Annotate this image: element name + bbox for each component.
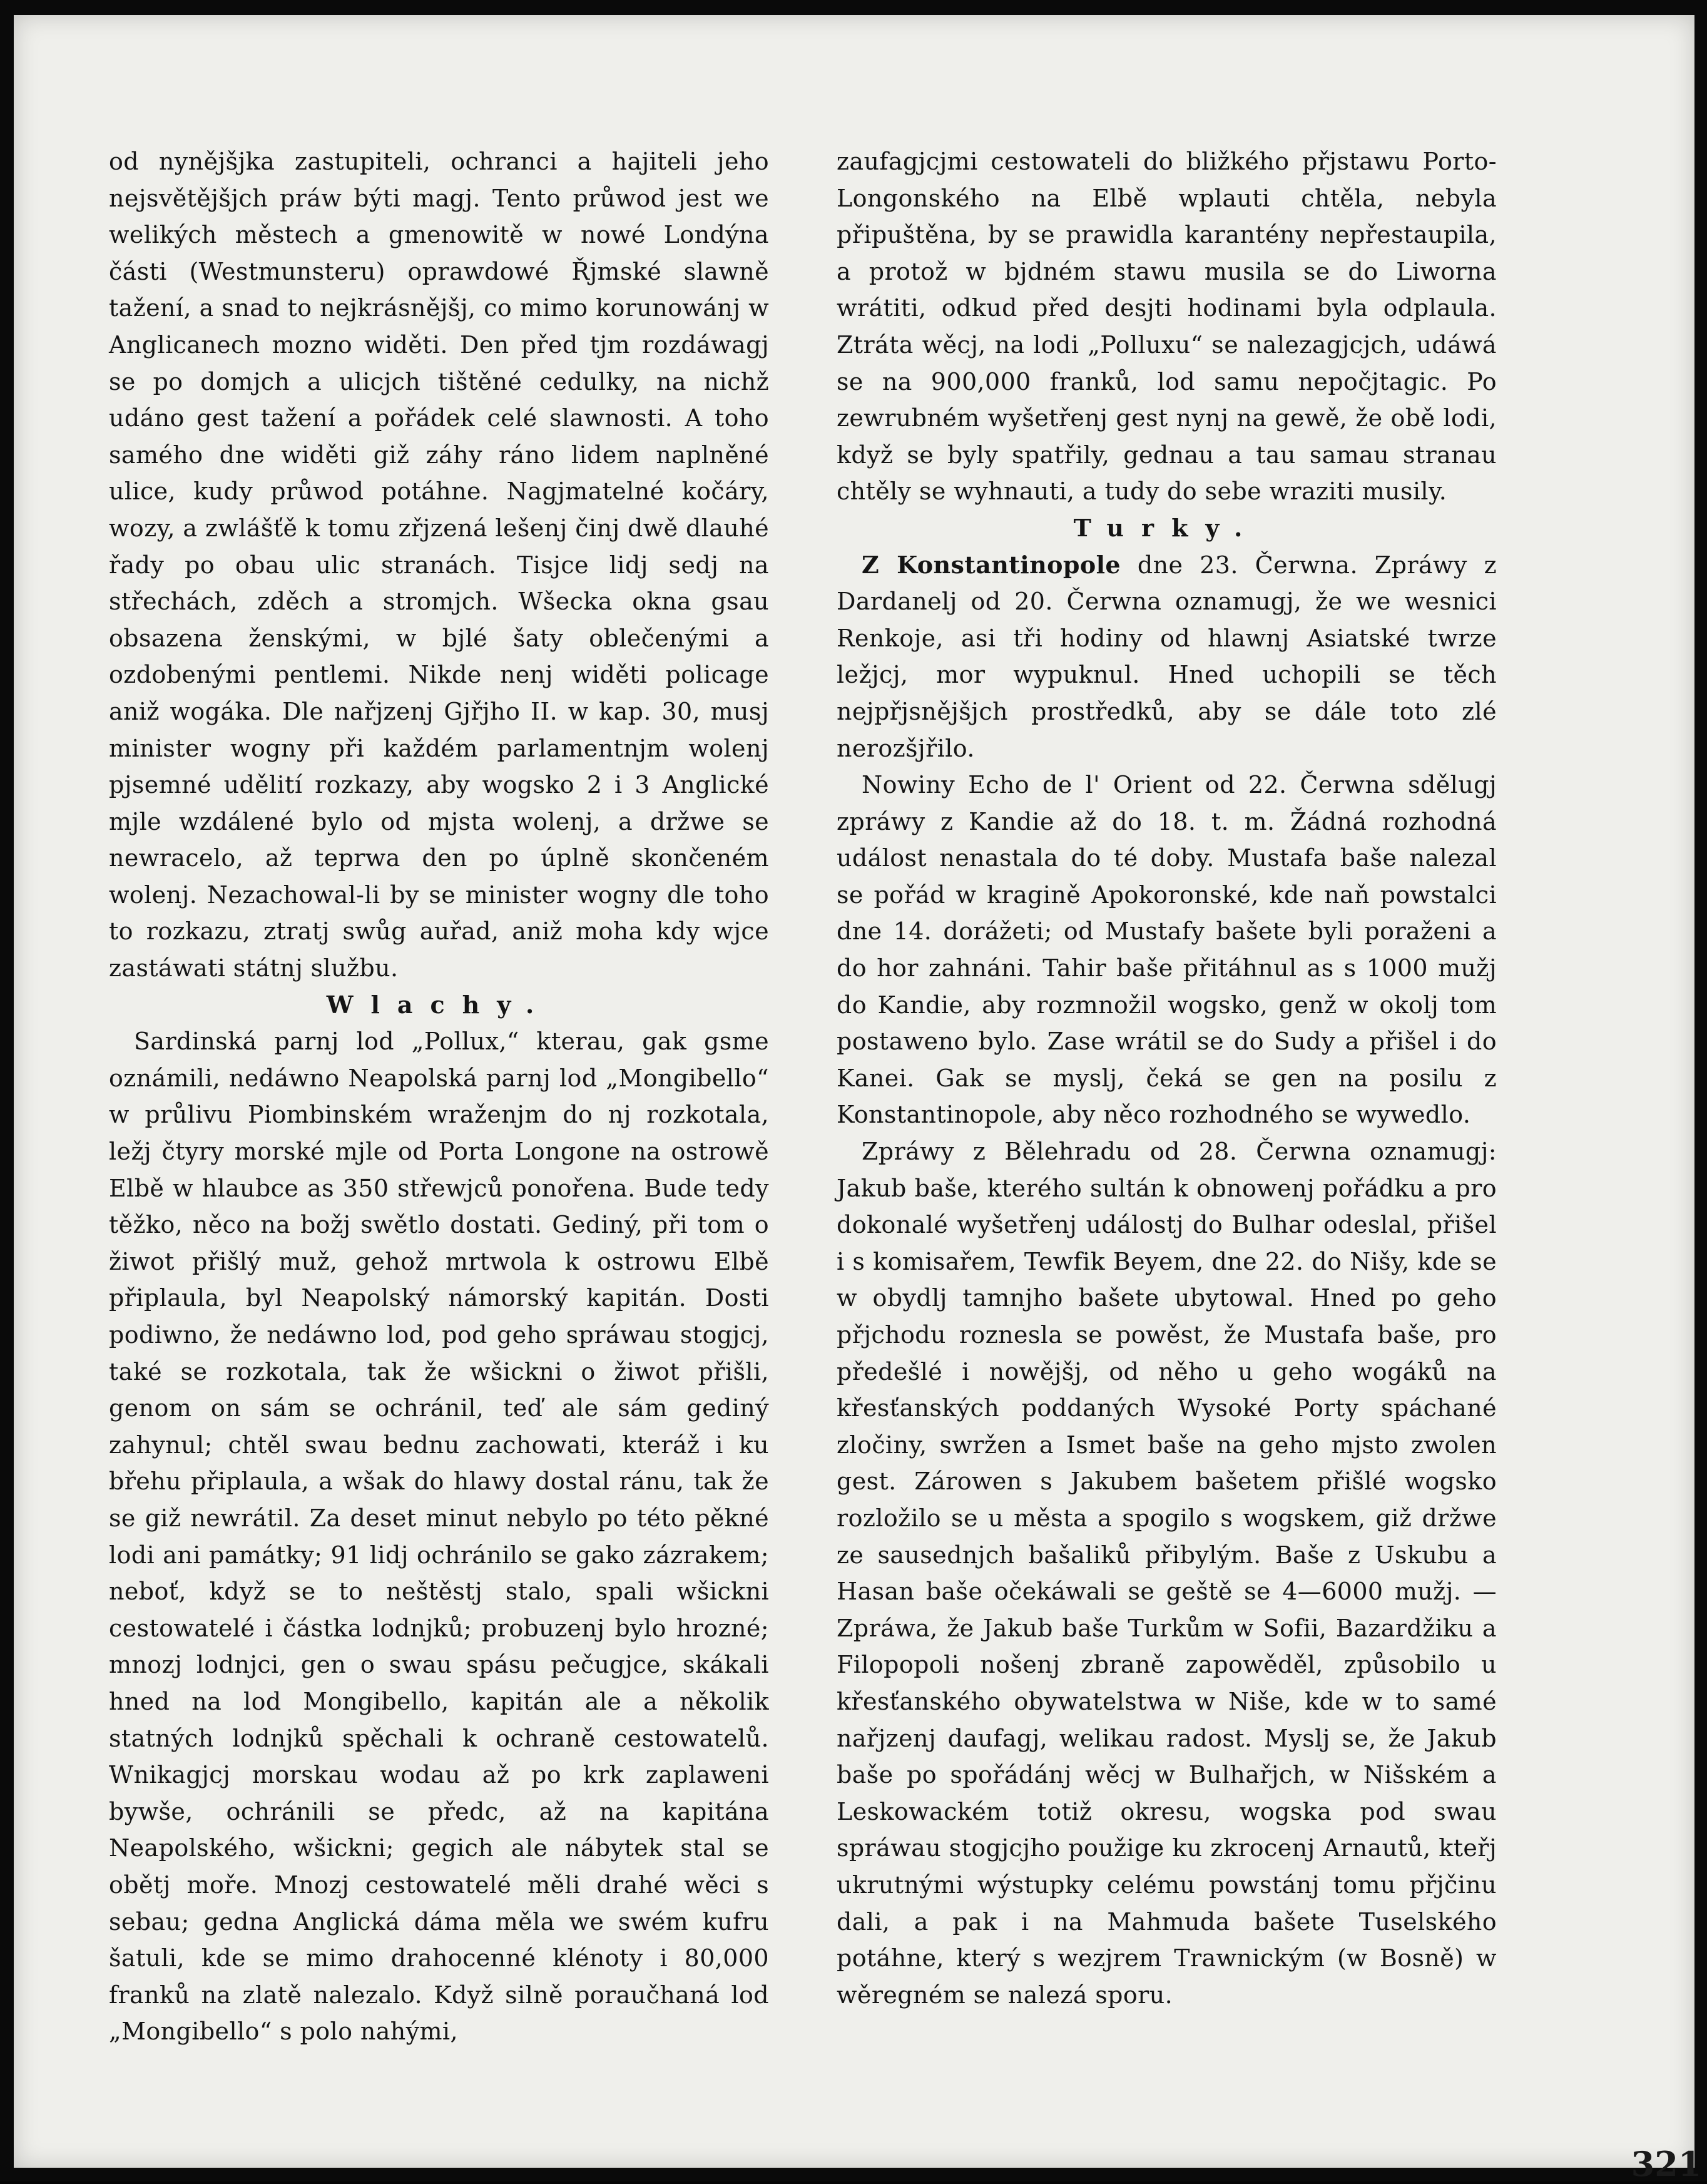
dateline-text: dne 23. Čerwna. Zpráwy z Dardanelj od 20. Čerwna oznamugj, že we wesnici Renkoje, asi tři hodiny od hlawnj Asiatské twrze ležjcj, mor wypuknul. Hned uchopili se těch nejpřjsnějšjch prostředků, aby se dále toto zlé nerozšjřilo. (837, 551, 1497, 762)
page-number-mark: 321 (1631, 2144, 1702, 2184)
article-paragraph-kandie: Nowiny Echo de l' Orient od 22. Čerwna sdělugj zpráwy z Kandie až do 18. t. m. Žádná rozhodná událost nenastala do té doby. Mustafa baše nalezal se pořád w kragině Apokoronské, kde naň powstalci dne 14. dorážeti; od Mustafy bašete byli poraženi a do hor zahnáni. Tahir baše přitáhnul as s 1000 mužj do Kandie, aby rozmnožil wogsko, genž w okolj tom postaweno bylo. Zase wrátil se do Sudy a přišel i do Kanei. Gak se myslj, čeká se gen na posilu z Konstantinopole, aby něco rozhodného se wywedlo. (837, 771, 1497, 1129)
article-paragraph-election: od nynějšjka zastupiteli, ochranci a hajiteli jeho nejsvětějšjch práw býti magj. Tento průwod jest we welikých městech a gmenowitě w nowé Londýna části (Westmunsteru) oprawdowé Řjmské slawně tažení, a snad to nejkrásnějšj, co mimo korunowánj w Anglicanech mozno widěti. Den před tjm rozdáwagj se po domjch a ulicjch tištěné cedulky, na nichž udáno gest tažení a pořádek celé slawnosti. A toho samého dne widěti giž záhy ráno lidem naplněné ulice, kudy průwod potáhne. Nagjmatelné kočáry, wozy, a zwlášťě k tomu zřjzená lešenj činj dwě dlauhé řady po obau ulic stranách. Tisjce lidj sedj na střechách, zděch a stromjch. Wšecka okna gsau obsazena ženskými, w bjlé šaty oblečenými a ozdobenými pentlemi. Nikde nenj widěti policage aniž wogáka. Dle nařjzenj Gjřjho II. w kap. 30, musj minister wogny při každém parlamentnjm wolenj pjsemné udělití rozkazy, aby wogsko 2 i 3 Anglické mjle wzdálené bylo od mjsta wolenj, a držwe se newracelo, až teprwa den po úplně skončeném wolenj. Nezachowal-li by se minister wogny dle toho to rozkazu, ztratj swůg auřad, aniž moha kdy wjce zastáwati státnj službu. (109, 148, 769, 982)
article-paragraph-konstantinopol (837, 547, 1497, 767)
dateline: Z Konstantinopole (862, 550, 1121, 579)
article-paragraph-belehrad: Zpráwy z Bělehradu od 28. Čerwna oznamugj: Jakub baše, kterého sultán k obnowenj pořádku a pro dokonalé wyšetřenj událostj do Bulhar odeslal, přišel i s komisařem, Tewfik Beyem, dne 22. do Nišy, kde se w obydlj tamnjho bašete ubytowal. Hned po geho přjchodu roznesla se powěst, že Mustafa baše, pro předešlé i nowějšj, od něho u geho wogáků na křesťanských poddaných Wysoké Porty spáchané zločiny, swržen a Ismet baše na geho mjsto zwolen gest. Zárowen s Jakubem bašetem přišlé wogsko rozložilo se u města a spogilo s wogskem, giž držwe ze sausednjch bašaliků přibylým. Baše z Uskubu a Hasan baše očekáwali se geště se 4—6000 mužj. — Zpráwa, že Jakub baše Turkům w Sofii, Bazardžiku a Filopopoli nošenj zbraně zapowěděl, způsobilo u křesťanského obywatelstwa w Niše, kde w to samé nařjzenj daufagj, welikau radost. Myslj se, že Jakub baše po spořádánj wěcj w Bulhařjch, w Nišském a Leskowackém totiž okresu, wogska pod swau spráwau stogjcjho použige ku zkrocenj Arnautů, kteřj ukrutnými wýstupky celému powstánj tomu přjčinu dali, a pak i na Mahmuda bašete Tuselského potáhne, který s wezjrem Trawnickým (w Bosně) w wěregném se nalezá sporu. (837, 1138, 1497, 2009)
article-paragraph-pollux: Sardinská parnj lod „Pollux,“ kterau, gak gsme oznámili, nedáwno Neapolská parnj lod „Mongibello“ w průlivu Piombinském wraženjm do nj rozkotala, ležj čtyry morské mjle od Porta Longone na ostrowě Elbě w hlaubce as 350 střewjců ponořena. Bude tedy těžko, něco na božj swětlo dostati. Gediný, při tom o žiwot přišlý muž, gehož mrtwola k ostrowu Elbě připlaula, byl Neapolský námorský kapitán. Dosti podiwno, že nedáwno lod, pod geho spráwau stogjcj, také se rozkotala, tak že wšickni o žiwot přišli, genom on sám se ochránil, teď ale sám gediný zahynul; chtěl swau bednu zachowati, kteráž i ku břehu připlaula, a wšak do hlawy dostal ránu, tak že se giž newrátil. Za deset minut nebylo po této pěkné lodi ani památky; 91 lidj ochránilo se gako zázrakem; neboť, když se to neštěstj stalo, spali wšickni cestowatelé i částka lodnjků; probuzenj bylo hrozné; mnozj lodnjci, gen o swau spásu pečugjce, skákali hned na lod Mongibello, kapitán ale a několik statných lodnjků spěchali k ochraně cestowatelů. Wnikagjcj morskau wodau až po krk zaplaweni bywše, ochránili se předc, až na kapitána Neapolského, wšickni; gegich ale nábytek stal se obětj moře. Mnozj cestowatelé měli drahé wěci s sebau; gedna Anglická dáma měla we swém kufru šatuli, kde se mimo drahocenné klénoty i 80,000 franků na zlatě nalezalo. Když silně poraučhaná lod „Mongibello“ s polo nahými, (109, 1028, 769, 2046)
section-heading-wlachy: Wlachy. (326, 990, 552, 1019)
newspaper-page (14, 15, 1694, 2168)
article-paragraph-pollux-cont: zaufagjcjmi cestowateli do bližkého přjstawu Porto-Longonského na Elbě wplauti chtěla, nebyla připuštěna, by se prawidla karantény nepřestaupila, a protož w bjdném stawu musila se do Liworna wrátiti, odkud před desjti hodinami byla odplaula. Ztráta wěcj, na lodi „Polluxu“ se nalezagjcjch, udáwá se na 900,000 franků, lod samu nepočjtagic. Po zewrubném wyšetřenj gest nynj na gewě, že obě lodi, když se byly spatřily, gednau a tau samau stranau chtěly se wyhnauti, a tudy do sebe wraziti musily. (837, 148, 1497, 506)
left-column (109, 143, 769, 2050)
section-heading-turky: Turky. (1073, 513, 1260, 542)
right-column (837, 143, 1497, 2013)
